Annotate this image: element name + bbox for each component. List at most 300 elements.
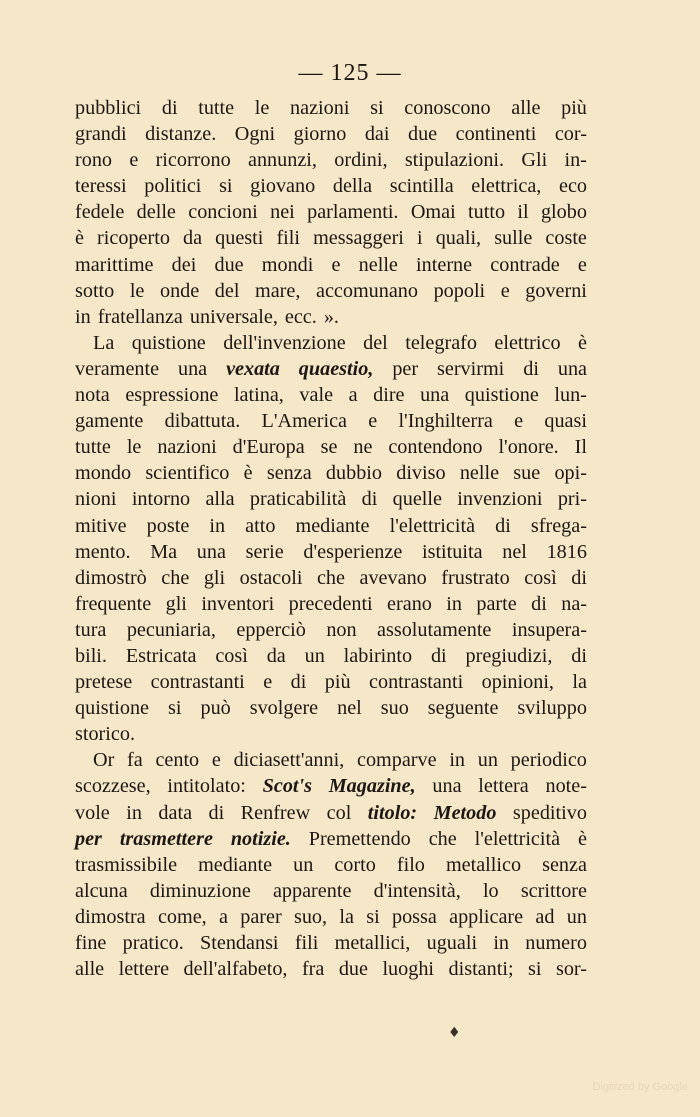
word: pri- xyxy=(557,488,587,511)
word: dubbio xyxy=(325,462,382,485)
word: apparente xyxy=(272,879,352,902)
word: due xyxy=(407,123,438,146)
word: non xyxy=(326,618,357,641)
word: lun- xyxy=(554,384,587,407)
word: Estricata xyxy=(125,644,197,667)
word: e xyxy=(263,671,273,694)
word: nazioni xyxy=(157,436,217,459)
word: globo xyxy=(540,201,587,224)
word: ne xyxy=(353,436,373,459)
word: dell'invenzione xyxy=(223,331,346,354)
word: popoli xyxy=(433,279,486,302)
word: l'elettricità xyxy=(389,514,476,537)
word: in xyxy=(126,801,142,824)
text-line xyxy=(75,486,587,512)
word: suo, xyxy=(293,905,328,928)
word: poste xyxy=(146,514,190,537)
word: espressione xyxy=(125,384,219,407)
word: frequente xyxy=(75,592,152,615)
word: ricorrono xyxy=(155,149,231,172)
word: possa xyxy=(391,905,437,928)
word: fili xyxy=(294,932,319,954)
word: i xyxy=(417,227,423,250)
word: si xyxy=(370,97,384,119)
word: contrade xyxy=(490,253,560,276)
word: diminuzione xyxy=(149,879,251,902)
word: le xyxy=(126,436,142,459)
word: rono xyxy=(75,149,113,172)
word: elettrica, xyxy=(471,175,542,198)
word: sfrega- xyxy=(530,514,587,537)
word: tutte xyxy=(75,436,111,459)
word: governi xyxy=(525,279,587,302)
word: e xyxy=(211,749,221,772)
watermark: Digitized by Google xyxy=(592,1081,688,1093)
word: sue xyxy=(513,462,541,485)
word: dibattuta. xyxy=(164,410,241,433)
word: di xyxy=(523,357,539,380)
word: avevano xyxy=(359,566,427,589)
word: atto xyxy=(245,514,276,537)
emphasized-word: vexata xyxy=(226,357,280,380)
word: diviso xyxy=(396,462,446,485)
word: una xyxy=(196,540,226,563)
word: mitive xyxy=(75,514,127,537)
word: parlamenti. xyxy=(307,201,399,224)
word: ricoperto xyxy=(97,227,170,250)
word: nioni xyxy=(75,488,117,511)
emphasized-word: Magazine, xyxy=(328,775,416,798)
word: Or xyxy=(93,749,115,772)
word: comparve xyxy=(357,749,437,772)
word: a xyxy=(348,384,358,407)
text-line xyxy=(75,956,587,982)
word: inventori xyxy=(201,592,275,615)
word: coste xyxy=(545,227,587,250)
text-line xyxy=(75,121,587,147)
word: assolutamente xyxy=(377,618,492,641)
word: labirinto xyxy=(343,644,413,667)
word: scozzese, xyxy=(75,775,151,798)
word: dimostrò xyxy=(75,566,147,589)
word: ordini, xyxy=(334,149,388,172)
word: si xyxy=(528,958,542,981)
word: è xyxy=(577,827,587,850)
word: d'intensità, xyxy=(373,879,461,902)
word: uguali xyxy=(426,932,478,954)
word: latina, xyxy=(233,384,284,407)
word: quali, xyxy=(435,227,482,250)
word: Omai xyxy=(410,201,456,224)
word: intorno xyxy=(131,488,191,511)
word: speditivo xyxy=(512,801,587,824)
word: 1816 xyxy=(546,540,587,563)
text-line xyxy=(75,304,587,330)
word: alla xyxy=(205,488,235,511)
word: in- xyxy=(564,149,587,172)
word: senza xyxy=(542,853,587,876)
word: trasmissibile xyxy=(75,853,178,876)
word: più xyxy=(324,671,351,694)
word: una xyxy=(557,357,587,380)
word: è xyxy=(577,331,587,354)
text-line xyxy=(75,356,587,382)
text-line xyxy=(75,565,587,591)
word: gamente xyxy=(75,410,144,433)
word: pubblici xyxy=(75,97,142,119)
word: e xyxy=(368,410,378,433)
word: seguente xyxy=(427,697,499,720)
word: fili xyxy=(276,227,301,250)
text-line xyxy=(75,852,587,878)
word: suo xyxy=(380,697,409,720)
word: di xyxy=(495,514,511,537)
word: parte xyxy=(476,592,517,615)
emphasized-word: titolo: xyxy=(367,801,418,824)
word: ostacoli xyxy=(239,566,303,589)
word: in xyxy=(209,514,226,537)
ornament-mark: ♦ xyxy=(448,1025,461,1041)
emphasized-word: quaestio, xyxy=(298,357,374,380)
word: concioni xyxy=(188,201,258,224)
word: distanze. xyxy=(145,123,217,146)
word: teressi xyxy=(75,175,127,198)
word: più xyxy=(561,97,587,119)
word: precedenti xyxy=(288,592,373,615)
word: messaggeri xyxy=(313,227,404,250)
word: pregiudizi, xyxy=(465,644,553,667)
text-line xyxy=(75,695,587,721)
word: giorno xyxy=(293,123,347,146)
word: sotto xyxy=(75,279,115,302)
word: col xyxy=(326,801,352,824)
word: si xyxy=(168,697,182,720)
word: così xyxy=(215,644,248,667)
word: lettera xyxy=(478,775,529,798)
word: una xyxy=(177,357,208,380)
emphasized-word: notizie. xyxy=(230,827,291,850)
word: da xyxy=(183,227,203,250)
word: opinioni, xyxy=(481,671,554,694)
word: due xyxy=(338,958,368,981)
word: dei xyxy=(171,253,197,276)
word: per xyxy=(392,357,419,380)
word: nel xyxy=(337,697,362,720)
word: in xyxy=(75,305,91,328)
word: quelle xyxy=(392,488,442,511)
text-line xyxy=(75,278,587,304)
word: scrittore xyxy=(520,879,587,902)
word: di xyxy=(430,644,447,667)
word: in xyxy=(449,749,466,772)
word: Il xyxy=(574,436,587,459)
word: dire xyxy=(373,384,405,407)
word: un xyxy=(304,644,325,667)
word: lo xyxy=(482,879,499,902)
text-line xyxy=(75,826,587,852)
text-line xyxy=(75,460,587,486)
word: e xyxy=(577,253,587,276)
word: applicare xyxy=(449,905,524,928)
word: pretese xyxy=(75,671,133,694)
word: filo xyxy=(396,853,425,876)
word: metallici, xyxy=(334,932,411,954)
word: vole xyxy=(75,801,110,824)
word: serie xyxy=(245,540,284,563)
word: della xyxy=(332,175,373,198)
word: fratellanza xyxy=(97,305,183,328)
word: da xyxy=(266,644,286,667)
word: quistione xyxy=(75,697,150,720)
text-line xyxy=(75,591,587,617)
text-line xyxy=(75,173,587,199)
word: è xyxy=(75,227,84,250)
word: bili. xyxy=(75,644,107,667)
word: onde xyxy=(159,279,200,302)
word: epperciò xyxy=(236,618,306,641)
word: si xyxy=(366,905,380,928)
word: intitolato: xyxy=(167,775,246,798)
word: veramente xyxy=(75,357,160,380)
word: La xyxy=(93,331,115,354)
word: del xyxy=(363,331,388,354)
word: di xyxy=(361,488,378,511)
word: parer xyxy=(240,905,282,928)
word: a xyxy=(218,905,228,928)
word: fa xyxy=(127,749,143,772)
word: è xyxy=(243,462,253,485)
word: fra xyxy=(301,958,325,981)
word: e xyxy=(331,253,341,276)
text-line xyxy=(75,669,587,695)
text-line xyxy=(75,904,587,930)
word: dimostra xyxy=(75,905,146,928)
word: frustrato xyxy=(441,566,510,589)
word: un xyxy=(293,853,314,876)
word: insupera- xyxy=(511,618,587,641)
word: luoghi xyxy=(382,958,435,981)
word: Stendansi xyxy=(200,932,279,954)
word: nei xyxy=(270,201,295,224)
word: nel xyxy=(502,540,527,563)
word: giovano xyxy=(250,175,316,198)
word: praticabilità xyxy=(249,488,347,511)
word: opi- xyxy=(554,462,587,485)
word: questi xyxy=(215,227,264,250)
word: quistione xyxy=(464,384,539,407)
page-number: — 125 — xyxy=(298,60,402,86)
word: le xyxy=(254,97,270,119)
text-line xyxy=(75,252,587,278)
text-line xyxy=(75,617,587,643)
word: scientifico xyxy=(145,462,230,485)
word: na- xyxy=(561,592,587,615)
word: di xyxy=(571,566,587,589)
word: alle xyxy=(75,958,105,981)
word: alle xyxy=(511,97,541,119)
word: invenzioni xyxy=(457,488,543,511)
word: fine xyxy=(75,932,107,954)
text-line xyxy=(75,95,587,121)
word: tura xyxy=(75,618,107,641)
word: di xyxy=(571,644,587,667)
word: pratico. xyxy=(122,932,184,954)
text-line xyxy=(75,147,587,173)
word: Ma xyxy=(150,540,178,563)
word: mediante xyxy=(198,853,273,876)
text-line xyxy=(75,643,587,669)
word: d'esperienze xyxy=(303,540,403,563)
word: contendono xyxy=(388,436,483,459)
emphasized-word: Metodo xyxy=(433,801,497,824)
word: L'America xyxy=(261,410,348,433)
word: la xyxy=(572,671,587,694)
word: distanti; xyxy=(448,958,514,981)
word: quasi xyxy=(544,410,587,433)
word: scintilla xyxy=(389,175,454,198)
word: di xyxy=(531,592,547,615)
word: la xyxy=(339,905,354,928)
word: quistione xyxy=(131,331,206,354)
word: Ogni xyxy=(234,123,276,146)
word: Premettendo xyxy=(308,827,411,850)
text-line xyxy=(75,434,587,460)
word: data xyxy=(158,801,193,824)
word: due xyxy=(214,253,244,276)
word: erano xyxy=(387,592,432,615)
word: mento. xyxy=(75,540,131,563)
text-line xyxy=(75,539,587,565)
word: un xyxy=(477,749,498,772)
word: cento xyxy=(155,749,200,772)
word: mediante xyxy=(295,514,370,537)
word: contrastanti xyxy=(150,671,245,694)
text-line xyxy=(75,930,587,956)
text-line xyxy=(75,721,587,747)
word: può xyxy=(200,697,231,720)
word: nelle xyxy=(459,462,500,485)
word: periodico xyxy=(510,749,587,772)
text-line xyxy=(75,747,587,773)
word: telegrafo xyxy=(405,331,477,354)
word: che xyxy=(428,827,457,850)
word: conoscono xyxy=(404,97,491,119)
word: mare, xyxy=(255,279,301,302)
word: accomunano xyxy=(315,279,418,302)
word: corto xyxy=(334,853,376,876)
word: marittime xyxy=(75,253,154,276)
text-line xyxy=(75,773,587,799)
word: si xyxy=(219,175,233,198)
word: ». xyxy=(323,305,339,328)
word: e xyxy=(500,279,510,302)
word: elettrico xyxy=(494,331,561,354)
word: in xyxy=(493,932,510,954)
word: una xyxy=(432,775,462,798)
body-text xyxy=(75,95,587,982)
word: dell'alfabeto, xyxy=(183,958,288,981)
word: annunzi, xyxy=(248,149,317,172)
word: d'Europa xyxy=(232,436,305,459)
word: e xyxy=(514,410,524,433)
text-line xyxy=(75,878,587,904)
text-line xyxy=(75,225,587,251)
word: Gli xyxy=(521,149,548,172)
word: di xyxy=(290,671,307,694)
word: l'elettricità xyxy=(474,827,561,850)
word: senza xyxy=(266,462,312,485)
word: in xyxy=(446,592,462,615)
emphasized-word: trasmettere xyxy=(119,827,213,850)
word: politici xyxy=(144,175,202,198)
word: le xyxy=(129,279,145,302)
word: di xyxy=(161,97,178,119)
word: pecuniaria, xyxy=(126,618,216,641)
word: interne xyxy=(416,253,473,276)
word: storico. xyxy=(75,723,135,746)
word: universale, xyxy=(189,305,278,328)
word: gli xyxy=(165,592,187,615)
word: vale xyxy=(299,384,334,407)
word: l'onore. xyxy=(498,436,559,459)
text-line xyxy=(75,330,587,356)
word: come, xyxy=(157,905,207,928)
word: un xyxy=(566,905,587,928)
word: diciasett'anni, xyxy=(233,749,345,772)
word: ad xyxy=(535,905,555,928)
word: grandi xyxy=(75,123,127,146)
word: nelle xyxy=(358,253,398,276)
word: istituita xyxy=(421,540,483,563)
text-line xyxy=(75,382,587,408)
word: Renfrew xyxy=(240,801,311,824)
word: eco xyxy=(558,175,587,198)
word: e xyxy=(129,149,139,172)
word: sulle xyxy=(494,227,533,250)
word: contrastanti xyxy=(369,671,464,694)
word: che xyxy=(316,566,345,589)
text-line xyxy=(75,800,587,826)
text-line xyxy=(75,408,587,434)
emphasized-word: per xyxy=(75,827,102,850)
word: servirmi xyxy=(437,357,505,380)
word: l'Inghilterra xyxy=(398,410,493,433)
word: che xyxy=(161,566,190,589)
word: lettere xyxy=(118,958,170,981)
text-line xyxy=(75,513,587,539)
word: metallico xyxy=(445,853,522,876)
word: delle xyxy=(136,201,176,224)
word: ecc. xyxy=(284,305,317,328)
word: se xyxy=(320,436,338,459)
word: dai xyxy=(364,123,390,146)
word: nazioni xyxy=(290,97,350,119)
word: di xyxy=(208,801,225,824)
word: sviluppo xyxy=(517,697,587,720)
word: stipulazioni. xyxy=(404,149,505,172)
word: gli xyxy=(203,566,226,589)
word: svolgere xyxy=(249,697,319,720)
word: mondi xyxy=(261,253,314,276)
word: numero xyxy=(525,932,587,954)
word: cor- xyxy=(554,123,587,146)
word: il xyxy=(517,201,529,224)
word: del xyxy=(214,279,240,302)
emphasized-word: Scot's xyxy=(262,775,312,798)
word: alcuna xyxy=(75,879,128,902)
word: mondo xyxy=(75,462,132,485)
word: continenti xyxy=(455,123,537,146)
